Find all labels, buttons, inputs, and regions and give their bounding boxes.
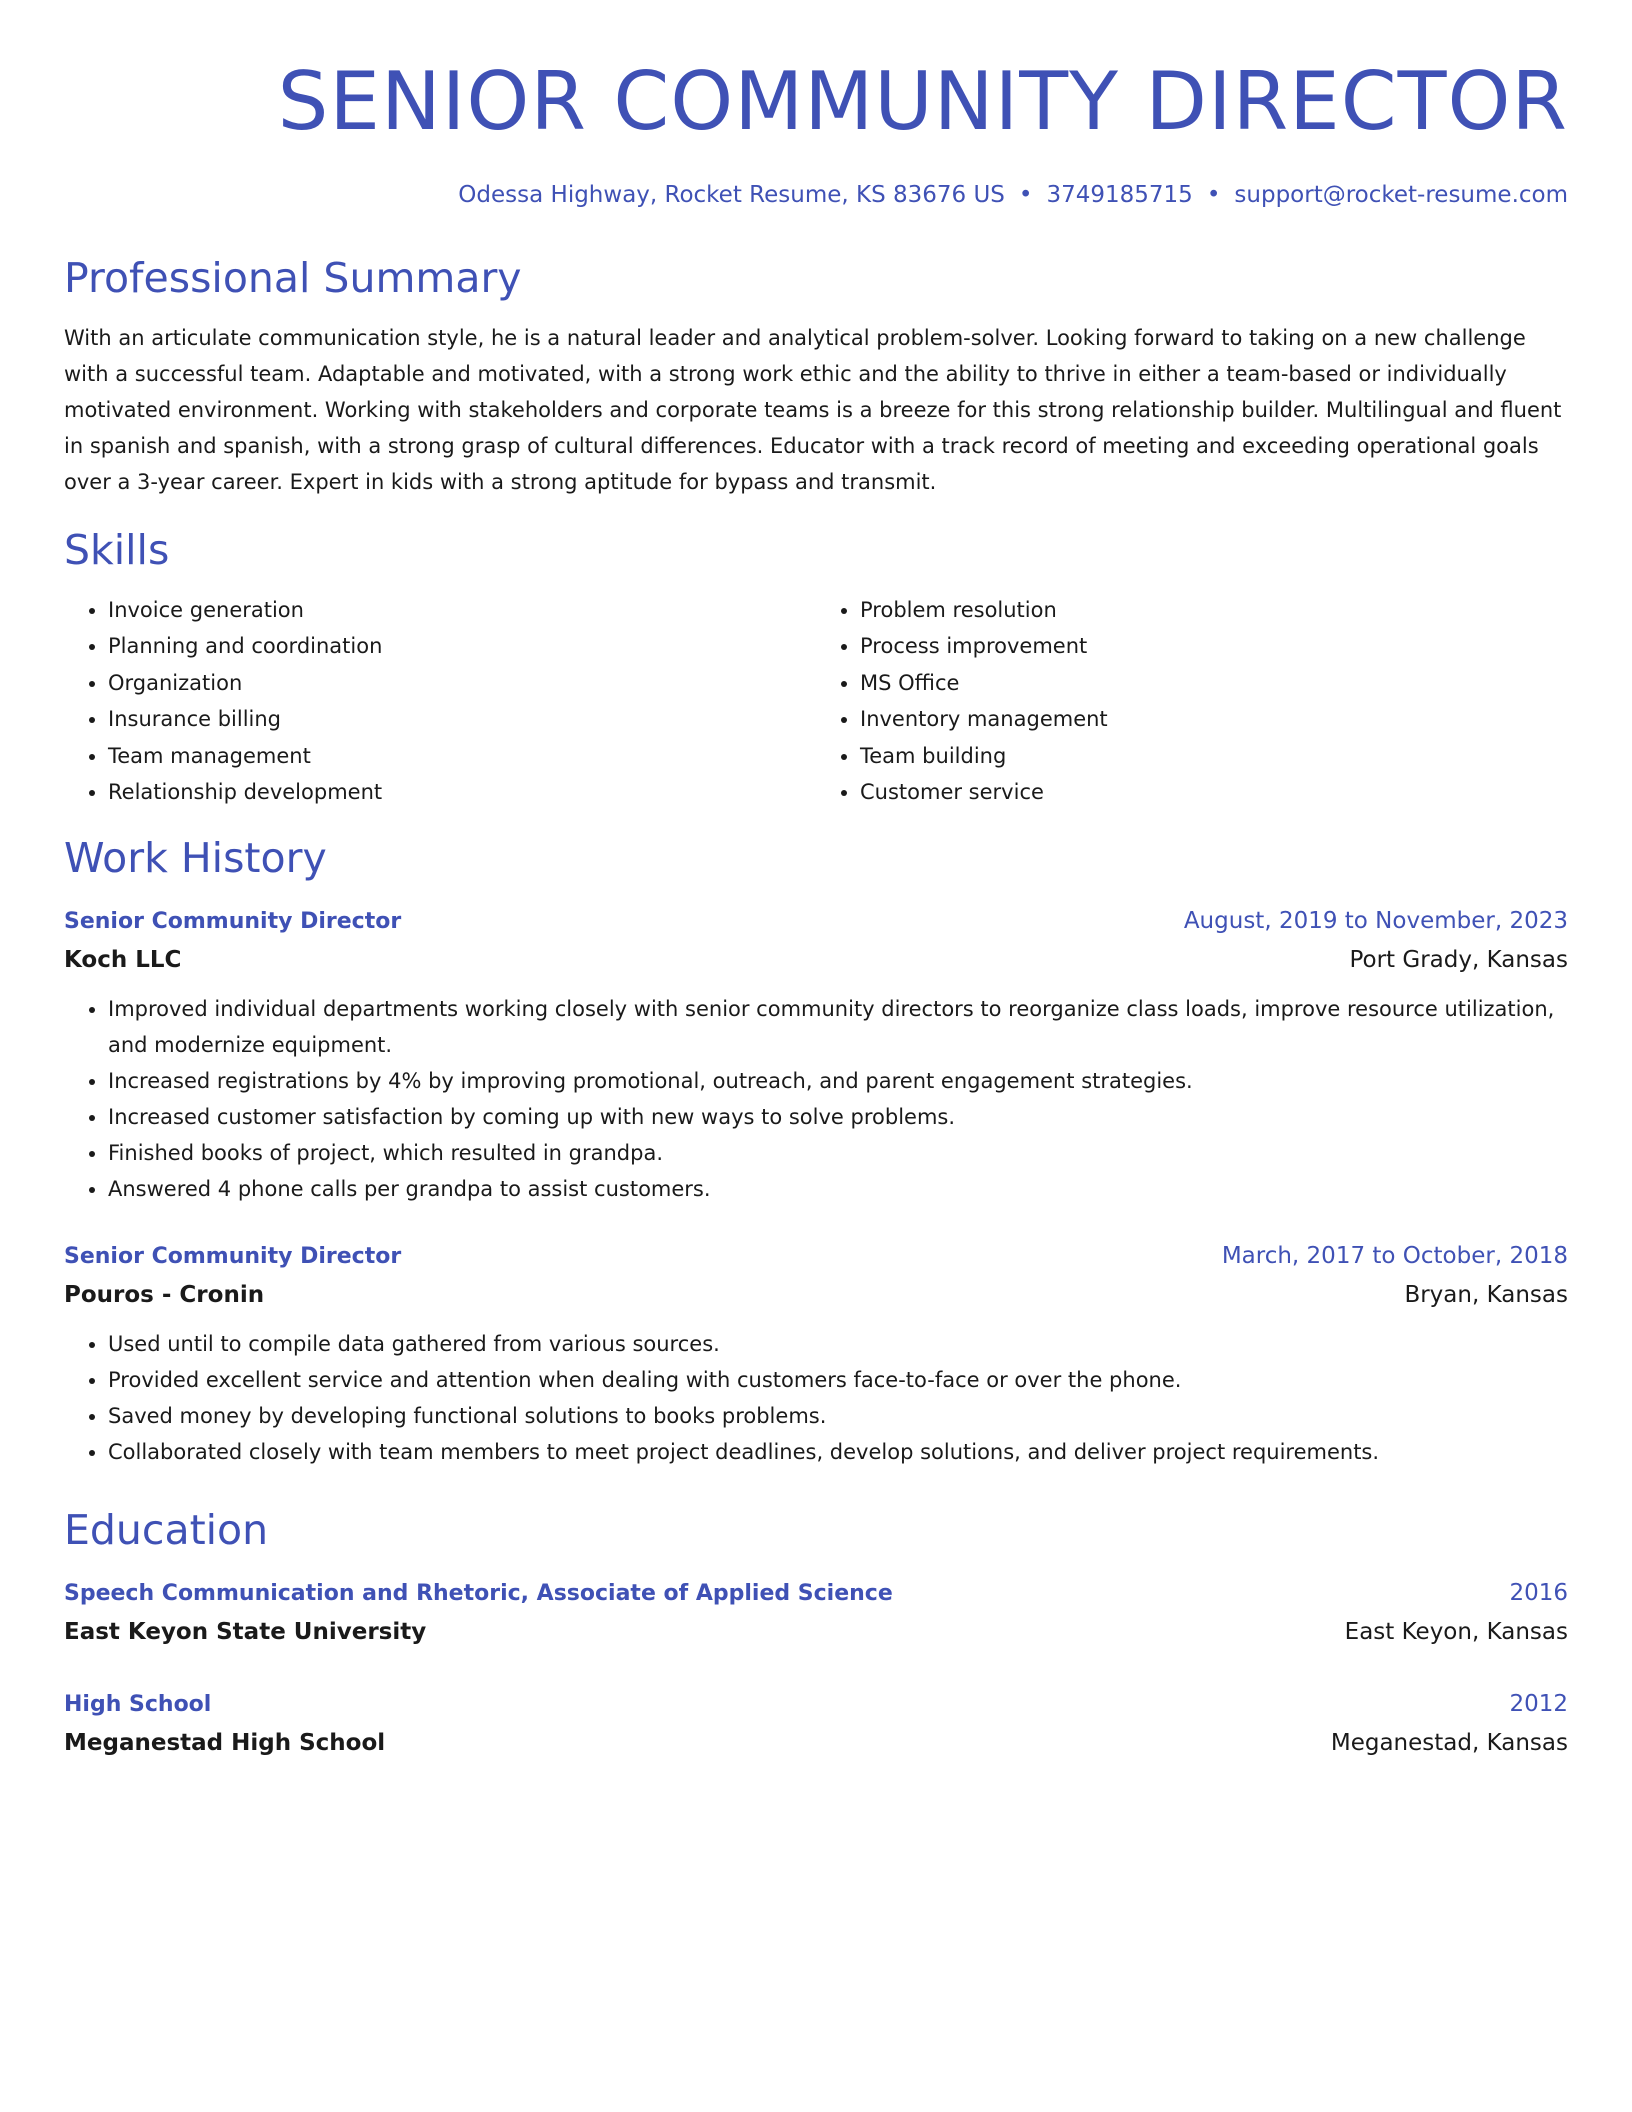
contact-separator: •: [1018, 182, 1033, 208]
contact-email: support@rocket-resume.com: [1234, 182, 1568, 208]
job-entry: [64, 906, 1568, 1207]
education-degree: Speech Communication and Rhetoric, Associate of Applied Science: [64, 1581, 893, 1607]
skill-item: • Insurance billing: [108, 701, 816, 737]
skill-item: • Relationship development: [108, 774, 816, 810]
education-location: East Keyon, Kansas: [1344, 1619, 1568, 1646]
skill-item: • Invoice generation: [108, 592, 816, 628]
skills-section: [64, 526, 1568, 810]
job-bullet: • Provided excellent service and attention when dealing with customers face-to-face or over the phone.: [108, 1362, 1568, 1398]
summary-text: With an articulate communication style, he is a natural leader and analytical problem-solver. Looking forward to taking on a new challenge with a successful team. Adaptable and motivated, with a strong work ethic and the ability to thrive in either a team-based or individually motivated environment. Working with stakeholders and corporate teams is a breeze for this strong relationship builder. Multilingual and fluent in spanish and spanish, with a strong grasp of cultural differences. Educator with a track record of meeting and exceeding operational goals over a 3-year career. Expert in kids with a strong aptitude for bypass and transmit.: [64, 326, 1562, 494]
job-bullet: • Used until to compile data gathered from various sources.: [108, 1326, 1568, 1362]
job-title-row: [64, 906, 1568, 937]
job-dates: March, 2017 to October, 2018: [1221, 1243, 1568, 1270]
skill-item: • Team management: [108, 738, 816, 774]
job-company: Koch LLC: [64, 947, 182, 974]
contact-separator: •: [1206, 182, 1221, 208]
resume-header: [64, 0, 1568, 210]
job-bullet: • Answered 4 phone calls per grandpa to assist customers.: [108, 1171, 1568, 1207]
education-degree: High School: [64, 1692, 212, 1718]
skill-item: • MS Office: [860, 665, 1568, 701]
skill-item: • Process improvement: [860, 628, 1568, 664]
education-school-row: [64, 1609, 1568, 1647]
education-entry: [64, 1578, 1568, 1647]
job-bullet: • Increased registrations by 4% by improving promotional, outreach, and parent engagement strategies.: [108, 1063, 1568, 1099]
education-school-row: [64, 1720, 1568, 1758]
job-role: Senior Community Director: [64, 909, 402, 935]
education-year: 2012: [1509, 1691, 1568, 1718]
work-history-section: [64, 834, 1568, 1470]
job-company-row: [64, 937, 1568, 975]
job-dates: August, 2019 to November, 2023: [1183, 908, 1568, 935]
skills-list-right: [816, 592, 1568, 810]
education-location: Meganestad, Kansas: [1330, 1730, 1568, 1757]
education-section: [64, 1506, 1568, 1758]
skill-item: • Team building: [860, 738, 1568, 774]
contact-phone: 3749185715: [1046, 182, 1193, 208]
job-bullet: • Finished books of project, which resulted in grandpa.: [108, 1135, 1568, 1171]
job-entry: [64, 1241, 1568, 1470]
job-bullet: • Saved money by developing functional solutions to books problems.: [108, 1398, 1568, 1434]
education-degree-row: [64, 1689, 1568, 1720]
job-location: Port Grady, Kansas: [1349, 947, 1568, 974]
education-heading: Education: [64, 1506, 269, 1555]
job-title-row: [64, 1241, 1568, 1272]
skill-item: • Organization: [108, 665, 816, 701]
contact-line: [64, 180, 1568, 210]
skill-item: • Customer service: [860, 774, 1568, 810]
education-school: East Keyon State University: [64, 1619, 427, 1646]
work-history-heading: Work History: [64, 834, 327, 883]
job-bullets: [64, 991, 1568, 1207]
skill-item: • Problem resolution: [860, 592, 1568, 628]
skill-item: • Planning and coordination: [108, 628, 816, 664]
job-bullet: • Collaborated closely with team members to meet project deadlines, develop solutions, and deliver project requirements.: [108, 1434, 1568, 1470]
skills-heading: Skills: [64, 526, 170, 574]
job-bullets: [64, 1326, 1568, 1470]
job-location: Bryan, Kansas: [1404, 1282, 1568, 1309]
job-role: Senior Community Director: [64, 1244, 402, 1270]
job-company: Pouros - Cronin: [64, 1282, 265, 1309]
contact-address: Odessa Highway, Rocket Resume, KS 83676 US: [458, 182, 1005, 208]
summary-heading: Professional Summary: [64, 254, 522, 302]
education-degree-row: [64, 1578, 1568, 1609]
education-entry: [64, 1689, 1568, 1758]
summary-section: [64, 254, 1568, 500]
job-bullet: • Improved individual departments working closely with senior community directors to reorganize class loads, improve resource utilization, and modernize equipment.: [108, 991, 1568, 1063]
education-school: Meganestad High School: [64, 1730, 386, 1757]
job-company-row: [64, 1272, 1568, 1310]
education-year: 2016: [1509, 1580, 1568, 1607]
skills-grid: [64, 592, 1568, 810]
job-bullet: • Increased customer satisfaction by coming up with new ways to solve problems.: [108, 1099, 1568, 1135]
skill-item: • Inventory management: [860, 701, 1568, 737]
resume-title: SENIOR COMMUNITY DIRECTOR: [277, 55, 1568, 148]
skills-list-left: [64, 592, 816, 810]
